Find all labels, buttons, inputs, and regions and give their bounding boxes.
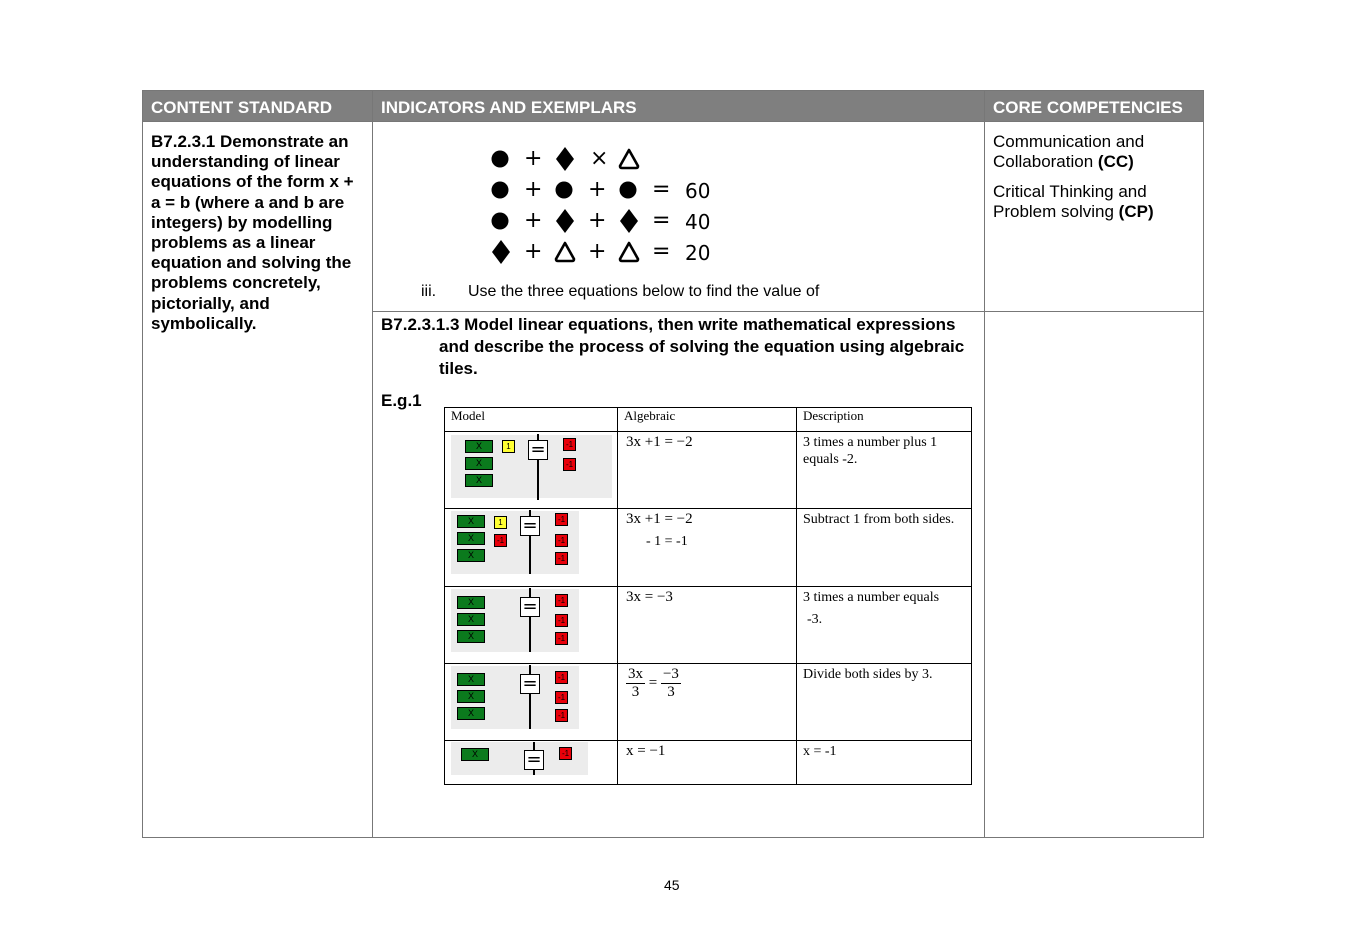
competency-cp-text: Critical Thinking and Problem solving xyxy=(993,182,1147,221)
x-tile: X xyxy=(457,690,485,703)
unit-tile-positive: 1 xyxy=(494,516,507,529)
fraction-right xyxy=(661,666,681,701)
diamond-icon xyxy=(490,239,512,265)
diamond-icon xyxy=(618,208,640,234)
plus-sign: + xyxy=(524,239,543,264)
equals-sign: = xyxy=(652,177,671,202)
x-tile: X xyxy=(457,707,485,720)
competency-cp xyxy=(993,182,1198,222)
col-header-model: Model xyxy=(445,408,618,432)
unit-tile-negative: -1 xyxy=(555,632,568,645)
content-standard-text: B7.2.3.1 Demonstrate an understanding of linear equations of the form x + a = b (where a and b are integers) by modelling problems as a linear equation and solving the problems concretely, pictorially, and symbolically. xyxy=(151,132,354,333)
competency-cc-code: (CC) xyxy=(1097,152,1134,171)
item-roman-numeral: iii. xyxy=(421,283,437,300)
example-label: E.g.1 xyxy=(381,391,422,410)
model-cell xyxy=(445,664,618,741)
header-core-competencies: CORE COMPETENCIES xyxy=(993,98,1183,117)
model-cell xyxy=(445,509,618,587)
x-tile: X xyxy=(465,440,493,453)
triangle-icon xyxy=(618,239,640,265)
equals-box: = xyxy=(520,516,540,536)
table-row xyxy=(445,741,972,785)
table-row xyxy=(445,432,972,509)
competency-cp-code: (CP) xyxy=(1118,202,1154,221)
algebraic-expression: 3x +1 = −2 xyxy=(626,434,693,450)
plus-sign: + xyxy=(524,146,543,171)
circle-icon xyxy=(618,177,640,203)
algebraic-cell xyxy=(618,432,797,509)
plus-sign: + xyxy=(588,208,607,233)
equals-sign: = xyxy=(652,239,671,264)
numerator: −3 xyxy=(662,666,679,682)
tiles-table-header xyxy=(445,408,972,432)
unit-tile-negative: -1 xyxy=(563,438,576,451)
table-border xyxy=(373,311,1204,312)
plus-sign: + xyxy=(588,239,607,264)
table-border xyxy=(1203,90,1204,838)
circle-icon xyxy=(490,177,512,203)
unit-tile-negative: -1 xyxy=(555,534,568,547)
diamond-icon xyxy=(554,146,576,172)
table-row xyxy=(445,509,972,587)
circle-icon xyxy=(490,208,512,234)
algebraic-cell xyxy=(618,587,797,664)
x-tile: X xyxy=(457,596,485,609)
unit-tile-negative: -1 xyxy=(555,552,568,565)
unit-tile-negative: -1 xyxy=(563,458,576,471)
table-border xyxy=(372,90,373,838)
algebraic-cell xyxy=(618,664,797,741)
puzzle-result: 60 xyxy=(685,179,711,203)
fraction-left xyxy=(626,666,645,701)
fraction-equals: = xyxy=(648,674,658,691)
table-row xyxy=(445,664,972,741)
unit-tile-negative: -1 xyxy=(494,534,507,547)
algebraic-expression: x = −1 xyxy=(626,743,666,759)
triangle-icon xyxy=(554,239,576,265)
plus-sign: + xyxy=(588,177,607,202)
algebra-tiles-table xyxy=(444,407,972,785)
unit-tile-positive: 1 xyxy=(502,440,515,453)
plus-sign: + xyxy=(524,208,543,233)
equals-box: = xyxy=(524,750,544,770)
times-sign: × xyxy=(590,146,609,171)
algebraic-subtraction: - 1 = -1 xyxy=(646,534,688,549)
puzzle-result: 40 xyxy=(685,210,711,234)
indicator-text xyxy=(381,314,981,380)
algebraic-cell xyxy=(618,741,797,785)
x-tile: X xyxy=(457,630,485,643)
page-number: 45 xyxy=(664,877,680,893)
description-text-line2: -3. xyxy=(807,612,823,627)
x-tile: X xyxy=(457,515,485,528)
diamond-icon xyxy=(554,208,576,234)
algebraic-expression: 3x = −3 xyxy=(626,589,673,605)
x-tile: X xyxy=(457,549,485,562)
unit-tile-negative: -1 xyxy=(555,709,568,722)
item-instruction: Use the three equations below to find the value of xyxy=(468,283,820,300)
circle-icon xyxy=(554,177,576,203)
table-border xyxy=(984,90,985,838)
unit-tile-negative: -1 xyxy=(555,594,568,607)
table-border xyxy=(142,90,143,838)
unit-tile-negative: -1 xyxy=(555,513,568,526)
col-header-description: Description xyxy=(797,408,972,432)
x-tile: X xyxy=(461,748,489,761)
algebraic-expression: 3x +1 = −2 xyxy=(626,511,693,527)
indicator-rest: and describe the process of solving the equation using algebraic tiles. xyxy=(439,337,965,378)
equals-box: = xyxy=(528,440,548,460)
denominator: 3 xyxy=(631,684,640,700)
description-cell: Subtract 1 from both sides. xyxy=(797,509,972,587)
table-border xyxy=(142,121,1204,122)
equals-box: = xyxy=(520,597,540,617)
x-tile: X xyxy=(457,673,485,686)
circle-icon xyxy=(490,146,512,172)
table-border xyxy=(142,837,1204,838)
competency-cc-text: Communication and Collaboration xyxy=(993,132,1145,171)
model-cell xyxy=(445,741,618,785)
x-tile: X xyxy=(457,532,485,545)
table-border xyxy=(142,90,1204,91)
header-content-standard: CONTENT STANDARD xyxy=(151,98,333,117)
unit-tile-negative: -1 xyxy=(555,614,568,627)
model-cell xyxy=(445,587,618,664)
indicator-code-line: B7.2.3.1.3 Model linear equations, then write mathematical expressions xyxy=(381,315,956,334)
competency-cc xyxy=(993,132,1198,172)
description-cell: Divide both sides by 3. xyxy=(797,664,972,741)
table-row xyxy=(445,587,972,664)
model-cell xyxy=(445,432,618,509)
description-cell: x = -1 xyxy=(797,741,972,785)
header-indicators: INDICATORS AND EXEMPLARS xyxy=(381,98,637,117)
unit-tile-negative: -1 xyxy=(555,671,568,684)
numerator: 3x xyxy=(628,666,643,682)
equals-box: = xyxy=(520,674,540,694)
x-tile: X xyxy=(457,613,485,626)
description-text: 3 times a number equals xyxy=(803,590,940,605)
unit-tile-negative: -1 xyxy=(555,691,568,704)
description-cell xyxy=(797,587,972,664)
denominator: 3 xyxy=(667,684,675,700)
unit-tile-negative: -1 xyxy=(559,747,572,760)
triangle-icon xyxy=(618,146,640,172)
equals-sign: = xyxy=(652,208,671,233)
plus-sign: + xyxy=(524,177,543,202)
col-header-algebraic: Algebraic xyxy=(618,408,797,432)
x-tile: X xyxy=(465,457,493,470)
x-tile: X xyxy=(465,474,493,487)
puzzle-result: 20 xyxy=(685,241,711,265)
algebraic-cell xyxy=(618,509,797,587)
description-cell: 3 times a number plus 1 equals -2. xyxy=(797,432,972,509)
